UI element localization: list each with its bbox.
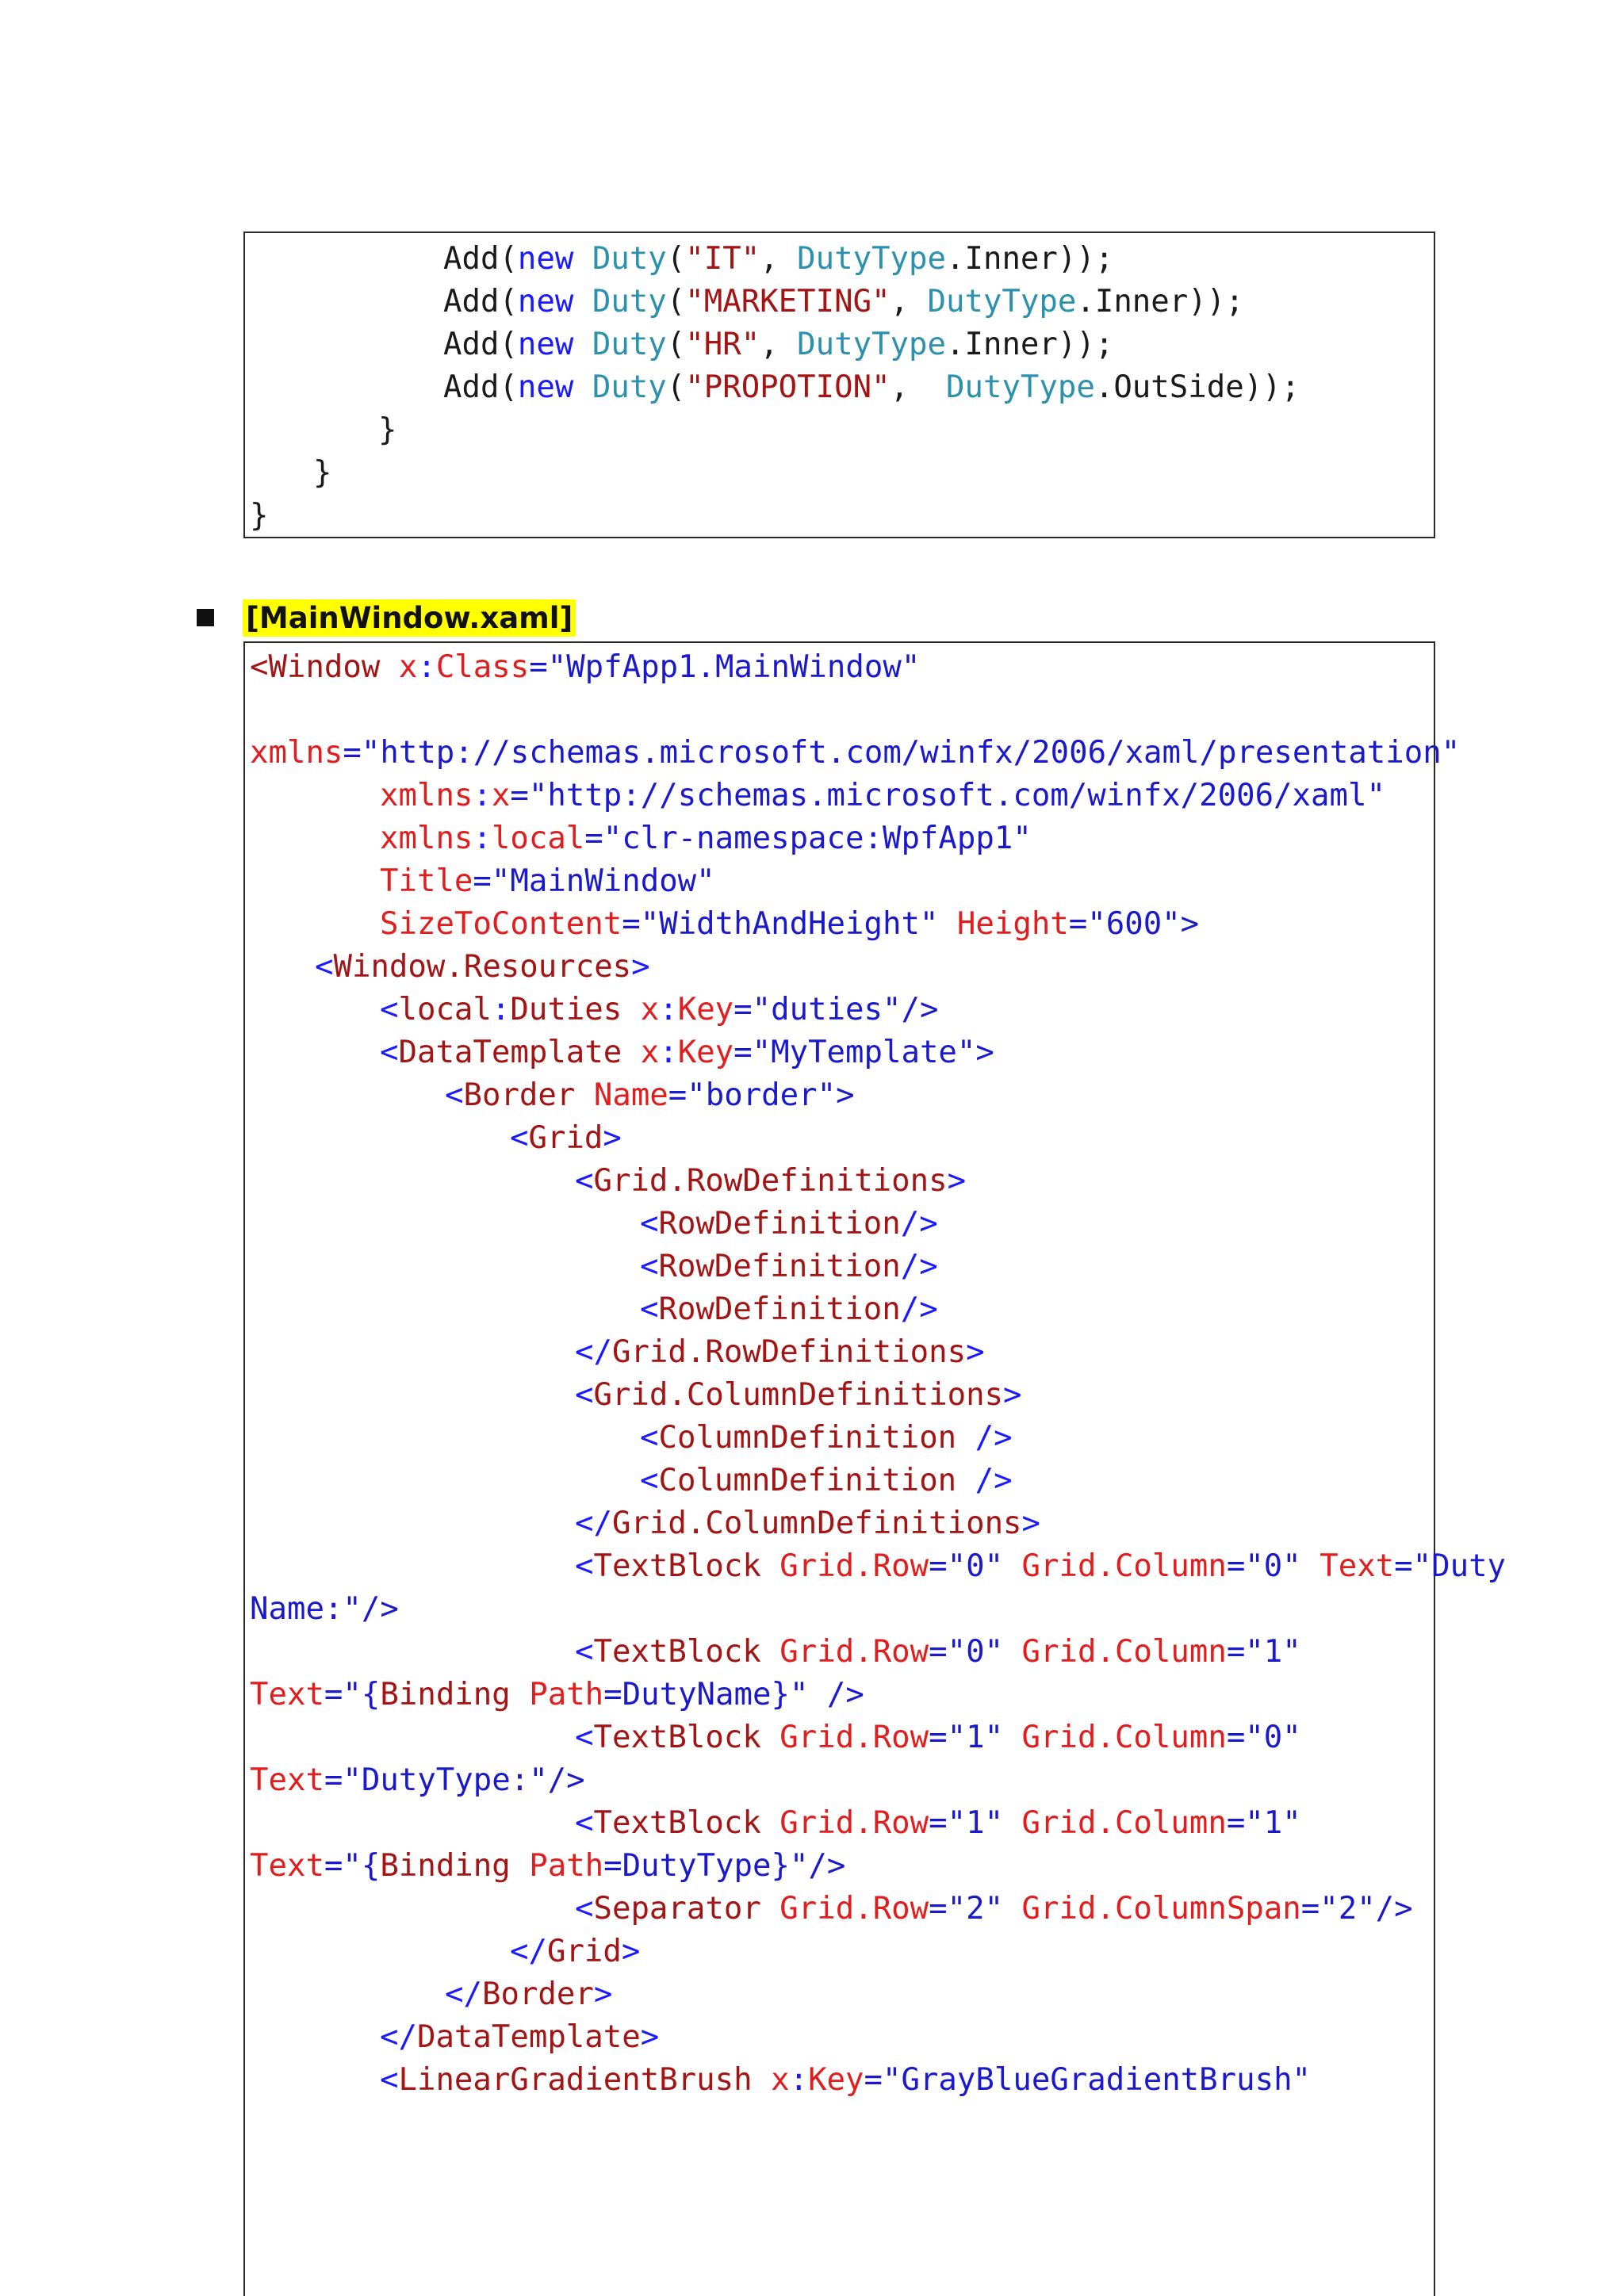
code-token: ="0" [1226,1720,1301,1755]
code-token: ="1" [929,1805,1004,1841]
code-token: ="1" [1226,1634,1301,1670]
code-token: </ [575,1334,612,1370]
code-token: : [491,992,511,1027]
square-bullet-icon [197,609,214,626]
code-token: Grid.Column [1003,1805,1227,1841]
code-token: Grid.Row [760,1720,929,1755]
code-token: > [947,1163,967,1199]
code-line [443,366,1300,409]
code-line [510,1117,622,1160]
code-token: DutyType [797,241,946,277]
code-line [443,281,1244,323]
code-token: Border [463,1077,576,1113]
code-token: Text [250,1848,324,1884]
code-token: =DutyName}" /> [603,1677,864,1712]
code-token: Add( [443,369,518,405]
code-token: > [631,949,650,985]
code-token: ="{ [324,1677,381,1712]
code-token: Grid.Column [1003,1548,1227,1584]
code-token: < [315,949,334,985]
code-token: Grid.RowDefinitions [611,1334,967,1370]
code-token: RowDefinition [658,1206,901,1242]
code-line: } [250,498,269,534]
code-token: x [752,2062,790,2098]
code-token: < [445,1077,464,1113]
code-line [640,1203,938,1246]
code-token: "HR" [685,327,760,362]
code-token: > [593,1976,613,2012]
code-token: ="WpfApp1.MainWindow" [529,649,921,685]
code-token: LinearGradientBrush [398,2062,753,2098]
code-token: < [640,1249,659,1284]
code-line [380,2059,1311,2102]
code-token: TextBlock [593,1720,761,1755]
code-line [575,1331,985,1374]
code-token: ="clr-namespace:WpfApp1" [584,821,1032,856]
code-line [640,1417,1013,1460]
code-token: Key [808,2062,864,2098]
code-token: < [640,1463,659,1498]
code-token: xmlns [380,778,473,813]
code-token: x [622,1035,660,1070]
code-line [640,1460,1013,1502]
code-line [250,1845,845,1888]
code-token: > [621,1934,641,1969]
code-token: Grid.Column [1003,1720,1227,1755]
code-token: < [640,1420,659,1456]
code-token: : [659,1035,678,1070]
code-line [380,903,1199,946]
code-block-duties [243,232,1435,538]
code-token: : [417,649,436,685]
code-line [250,1674,864,1716]
code-token: ( [666,284,686,320]
code-token: < [575,1891,594,1927]
code-token: xmlns [250,735,343,771]
code-line [443,323,1113,366]
code-line [250,1759,585,1802]
code-token: /> [956,1420,1013,1456]
code-token: x [491,778,511,813]
code-token: Binding [380,1848,511,1884]
code-token: Grid.ColumnDefinitions [593,1377,1004,1413]
code-token: Duty [592,284,667,320]
section-heading [197,596,576,639]
code-token: </ [510,1934,547,1969]
code-token: .OutSide)); [1094,369,1300,405]
code-token: Separator [593,1891,761,1927]
code-token: > [966,1334,985,1370]
code-token: <Window [250,649,381,685]
code-token: < [575,1634,594,1670]
code-block-mainwindow-xaml [243,641,1507,2296]
code-line: } [313,455,332,491]
code-line [575,1160,966,1203]
code-token: ="MyTemplate"> [733,1035,994,1070]
code-token: > [1021,1506,1041,1541]
code-token: < [510,1120,529,1156]
code-token: Text [250,1677,324,1712]
code-token: Grid.ColumnSpan [1003,1891,1301,1927]
code-token: new [517,327,574,362]
code-line [443,238,1113,281]
code-token: < [575,1548,594,1584]
code-token: < [380,992,399,1027]
code-token: Grid.Row [760,1891,929,1927]
code-token: .Inner)); [1076,284,1244,320]
code-token: Key [677,1035,734,1070]
code-token: ( [666,327,686,362]
code-token: Grid.Row [760,1634,929,1670]
code-token: Title [380,863,473,899]
code-token: TextBlock [593,1634,761,1670]
code-token: Grid.Row [760,1805,929,1841]
code-token: new [517,241,574,277]
code-token: ColumnDefinition [658,1463,957,1498]
code-token: Duties [510,992,622,1027]
code-token: Grid.Column [1003,1634,1227,1670]
code-line [575,1502,1040,1545]
code-token: new [517,369,574,405]
code-token: < [640,1206,659,1242]
code-token: ="0" [1226,1548,1301,1584]
code-token: /> [956,1463,1013,1498]
code-line: } [378,412,397,448]
code-token: "IT" [685,241,760,277]
code-token: ="http://schemas.microsoft.com/winfx/2006/xaml/presentation" [343,735,1461,771]
code-token: Grid.RowDefinitions [593,1163,948,1199]
code-token: : [789,2062,809,2098]
code-line [575,1802,1301,1845]
code-token: .Inner)); [946,241,1114,277]
code-token: DutyType [797,327,946,362]
code-token: Add( [443,327,518,362]
code-token: Path [510,1677,604,1712]
code-token: ="1" [929,1720,1004,1755]
code-token: Add( [443,284,518,320]
code-line [510,1931,640,1973]
code-line [250,1588,399,1631]
code-token: ( [666,241,686,277]
code-token: : [659,992,678,1027]
code-token: ="DutyType:"/> [324,1762,585,1798]
code-token: ="http://schemas.microsoft.com/winfx/2006/xaml" [510,778,1385,813]
code-line [380,860,715,903]
code-line [575,1374,1022,1417]
code-token: > [1003,1377,1022,1413]
code-token: </ [380,2019,417,2055]
code-token: Grid.ColumnDefinitions [611,1506,1022,1541]
code-token: DataTemplate [398,1035,622,1070]
code-token: local [398,992,492,1027]
code-token: ="0" [929,1548,1004,1584]
code-token: =DutyType}"/> [603,1848,846,1884]
code-token: SizeToContent [380,906,622,942]
code-token: ="0" [929,1634,1004,1670]
code-token: > [640,2019,660,2055]
code-token: x [622,992,660,1027]
code-token: .Inner)); [946,327,1114,362]
code-line [250,646,920,689]
code-token: Grid [546,1934,622,1969]
code-token: </ [575,1506,612,1541]
code-token: ="Duty [1394,1548,1507,1584]
code-token: ="WidthAndHeight" [622,906,939,942]
code-token: , [760,241,798,277]
code-token: < [380,2062,399,2098]
code-line [380,817,1032,860]
code-token: TextBlock [593,1548,761,1584]
code-line [380,989,938,1031]
code-token: ="duties"/> [733,992,939,1027]
code-token: Name [575,1077,668,1113]
code-token: "MARKETING" [685,284,891,320]
code-token: RowDefinition [658,1249,901,1284]
code-token: , [890,369,946,405]
code-token: Class [435,649,530,685]
code-token: x [380,649,418,685]
code-token: Key [677,992,734,1027]
code-token: new [517,284,574,320]
code-token: Text [250,1762,324,1798]
code-token: /> [900,1206,938,1242]
code-token: ="600"> [1068,906,1200,942]
code-token: DutyType [946,369,1095,405]
code-token: Text [1300,1548,1395,1584]
code-token: ="1" [1226,1805,1301,1841]
code-token: , [890,284,928,320]
code-token: ( [666,369,686,405]
code-line [315,946,650,989]
code-token: </ [445,1976,482,2012]
code-token: /> [900,1292,938,1327]
code-line [445,1074,855,1117]
code-token: local [491,821,585,856]
code-token: > [603,1120,622,1156]
code-token: RowDefinition [658,1292,901,1327]
code-token: ColumnDefinition [658,1420,957,1456]
code-token: ="{ [324,1848,381,1884]
code-token: < [575,1720,594,1755]
code-token: < [575,1805,594,1841]
code-line [250,732,1460,775]
code-token: , [760,327,798,362]
code-token: xmlns [380,821,473,856]
code-token: < [380,1035,399,1070]
code-token: Height [938,906,1069,942]
code-token: Duty [592,369,667,405]
code-token: < [575,1163,594,1199]
code-line [380,2016,659,2059]
code-token: /> [900,1249,938,1284]
code-line [380,775,1385,817]
code-line [575,1888,1413,1931]
code-token: Path [510,1848,604,1884]
code-token: ="GrayBlueGradientBrush" [864,2062,1312,2098]
code-token: Grid.Row [760,1548,929,1584]
code-token: Window.Resources [333,949,632,985]
code-token: Add( [443,241,518,277]
heading-text: [MainWindow.xaml] [243,599,576,637]
code-line [640,1246,938,1288]
code-token: Binding [380,1677,511,1712]
code-token: DutyType [927,284,1077,320]
code-token: Duty [592,327,667,362]
code-token: Grid [528,1120,603,1156]
code-token: ="2"/> [1300,1891,1413,1927]
code-token: Duty [592,241,667,277]
code-line [380,1031,994,1074]
code-line [445,1973,612,2016]
code-token: : [473,821,492,856]
code-line [640,1288,938,1331]
code-line [575,1631,1301,1674]
code-token: ="2" [929,1891,1004,1927]
code-token: Border [481,1976,594,2012]
code-token: DataTemplate [416,2019,641,2055]
code-token: < [640,1292,659,1327]
code-token: Name:"/> [250,1591,399,1627]
code-token: < [575,1377,594,1413]
code-token: : [473,778,492,813]
code-token: "PROPOTION" [685,369,891,405]
code-token: ="border"> [668,1077,855,1113]
code-line [575,1545,1506,1588]
code-token: TextBlock [593,1805,761,1841]
code-token: ="MainWindow" [473,863,715,899]
code-line [575,1716,1301,1759]
